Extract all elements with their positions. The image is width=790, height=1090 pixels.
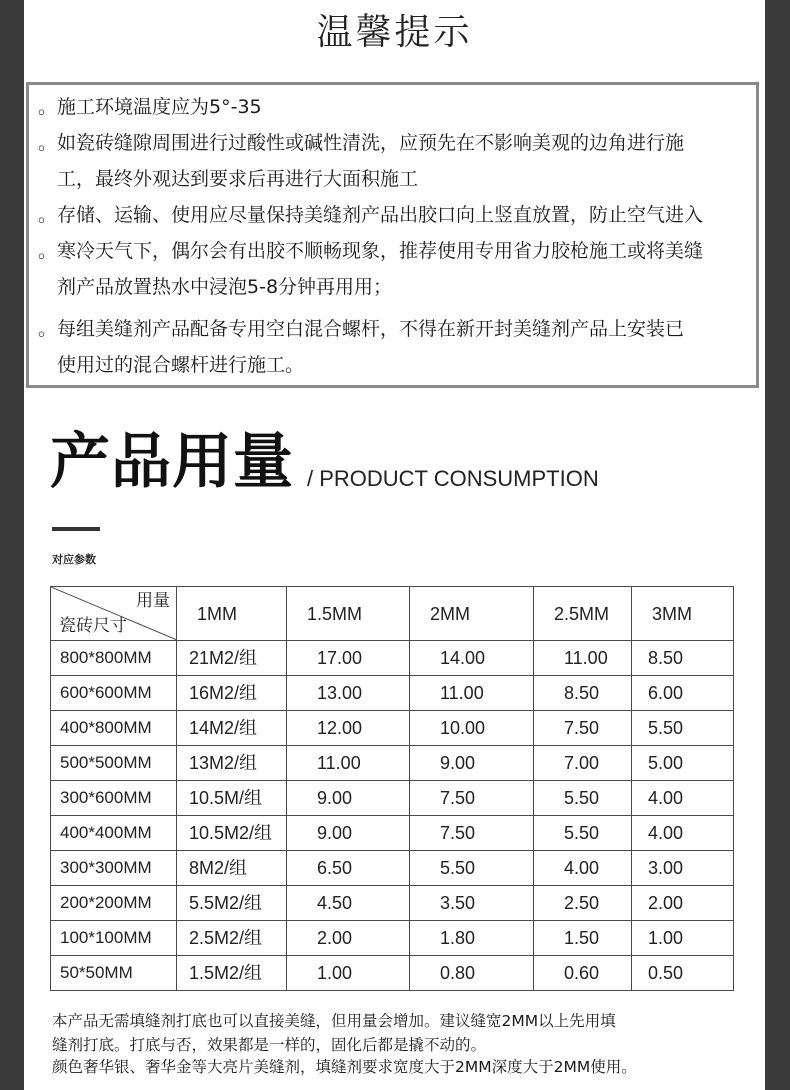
- table-header-row: [51, 587, 734, 641]
- table-corner-cell: [51, 587, 177, 641]
- tile-size-cell: 100*100MM: [51, 921, 177, 956]
- table-cell: 11.00: [534, 641, 632, 676]
- table-cell: 4.50: [287, 886, 410, 921]
- table-cell: 8.50: [632, 641, 734, 676]
- table-cell: 5.50: [410, 851, 534, 886]
- usage-note: 缝剂打底。打底与否，效果都是一样的，固化后都是撬不动的。: [52, 1036, 487, 1054]
- table-cell: 7.00: [534, 746, 632, 781]
- table-cell: 6.00: [632, 676, 734, 711]
- table-cell: 8.50: [534, 676, 632, 711]
- table-cell: 10.5M2/组: [177, 816, 287, 851]
- table-cell: 9.00: [287, 781, 410, 816]
- table-row: [51, 781, 734, 816]
- tile-size-cell: 400*800MM: [51, 711, 177, 746]
- table-cell: 9.00: [287, 816, 410, 851]
- tile-size-cell: 300*300MM: [51, 851, 177, 886]
- tip-text: 存储、运输、使用应尽量保持美缝剂产品出胶口向上竖直放置，防止空气进入: [57, 204, 704, 226]
- table-row: [51, 641, 734, 676]
- table-cell: 7.50: [410, 781, 534, 816]
- table-cell: 10.5M/组: [177, 781, 287, 816]
- table-cell: 6.50: [287, 851, 410, 886]
- tip-text: 如瓷砖缝隙周围进行过酸性或碱性清洗，应预先在不影响美观的边角进行施: [57, 132, 685, 154]
- usage-note: 颜色奢华银、奢华金等大亮片美缝剂，填缝剂要求宽度大于2MM深度大于2MM使用。: [52, 1058, 637, 1076]
- table-cell: 13M2/组: [177, 746, 287, 781]
- tile-size-cell: 800*800MM: [51, 641, 177, 676]
- tile-size-cell: 50*50MM: [51, 956, 177, 991]
- table-cell: 1.00: [632, 921, 734, 956]
- column-header: 1MM: [177, 587, 287, 641]
- tip-bullet: 。: [38, 240, 58, 262]
- table-row: [51, 956, 734, 991]
- table-cell: 13.00: [287, 676, 410, 711]
- table-cell: 1.00: [287, 956, 410, 991]
- tip-text: 工，最终外观达到要求后再进行大面积施工: [57, 168, 419, 190]
- tip-text: 剂产品放置热水中浸泡5-8分钟再用用；: [57, 276, 393, 298]
- table-cell: 5.50: [534, 816, 632, 851]
- tile-size-cell: 300*600MM: [51, 781, 177, 816]
- table-cell: 3.50: [410, 886, 534, 921]
- table-cell: 1.80: [410, 921, 534, 956]
- table-cell: 0.50: [632, 956, 734, 991]
- table-row: [51, 851, 734, 886]
- table-cell: 5.5M2/组: [177, 886, 287, 921]
- table-row: [51, 676, 734, 711]
- tip-bullet: 。: [38, 318, 58, 340]
- table-cell: 2.00: [632, 886, 734, 921]
- tips-box: [26, 82, 759, 388]
- column-header: 1.5MM: [287, 587, 410, 641]
- tip-text: 寒冷天气下，偶尔会有出胶不顺畅现象，推荐使用专用省力胶枪施工或将美缝: [57, 240, 704, 262]
- corner-label-usage: 用量: [136, 591, 170, 611]
- table-cell: 2.5M2/组: [177, 921, 287, 956]
- table-cell: 0.60: [534, 956, 632, 991]
- table-cell: 2.00: [287, 921, 410, 956]
- table-cell: 1.50: [534, 921, 632, 956]
- table-cell: 7.50: [410, 816, 534, 851]
- table-cell: 10.00: [410, 711, 534, 746]
- table-cell: 0.80: [410, 956, 534, 991]
- table-cell: 21M2/组: [177, 641, 287, 676]
- table-row: [51, 886, 734, 921]
- table-cell: 4.00: [632, 781, 734, 816]
- title-underline: [52, 527, 100, 531]
- table-row: [51, 816, 734, 851]
- table-cell: 5.00: [632, 746, 734, 781]
- product-info-page: [24, 0, 765, 1090]
- table-cell: 11.00: [410, 676, 534, 711]
- table-row: [51, 711, 734, 746]
- table-cell: 17.00: [287, 641, 410, 676]
- table-cell: 3.00: [632, 851, 734, 886]
- tips-title: 温馨提示: [316, 12, 473, 53]
- table-cell: 4.00: [632, 816, 734, 851]
- table-cell: 8M2/组: [177, 851, 287, 886]
- table-row: [51, 921, 734, 956]
- column-header: 2.5MM: [534, 587, 632, 641]
- table-cell: 9.00: [410, 746, 534, 781]
- tile-size-cell: 600*600MM: [51, 676, 177, 711]
- tip-text: 施工环境温度应为5°-35: [57, 96, 262, 118]
- table-cell: 14M2/组: [177, 711, 287, 746]
- tile-size-cell: 500*500MM: [51, 746, 177, 781]
- table-cell: 2.50: [534, 886, 632, 921]
- table-cell: 14.00: [410, 641, 534, 676]
- table-cell: 12.00: [287, 711, 410, 746]
- table-cell: 11.00: [287, 746, 410, 781]
- usage-note: 本产品无需填缝剂打底也可以直接美缝，但用量会增加。建议缝宽2MM以上先用填: [52, 1012, 616, 1030]
- param-label: 对应参数: [52, 553, 96, 566]
- tile-size-cell: 400*400MM: [51, 816, 177, 851]
- tile-size-cell: 200*200MM: [51, 886, 177, 921]
- table-cell: 16M2/组: [177, 676, 287, 711]
- tip-text: 每组美缝剂产品配备专用空白混合螺杆，不得在新开封美缝剂产品上安装已: [57, 318, 685, 340]
- table-cell: 1.5M2/组: [177, 956, 287, 991]
- tip-bullet: 。: [38, 204, 58, 226]
- table-cell: 4.00: [534, 851, 632, 886]
- table-cell: 5.50: [534, 781, 632, 816]
- corner-label-tile-size: 瓷砖尺寸: [59, 616, 127, 636]
- consumption-table: [50, 586, 734, 991]
- table-cell: 5.50: [632, 711, 734, 746]
- consumption-title-en: / PRODUCT CONSUMPTION: [307, 466, 599, 491]
- column-header: 2MM: [410, 587, 534, 641]
- table-cell: 7.50: [534, 711, 632, 746]
- tip-bullet: 。: [38, 96, 58, 118]
- tip-bullet: 。: [38, 132, 58, 154]
- consumption-title: 产品用量: [50, 427, 294, 497]
- table-row: [51, 746, 734, 781]
- column-header: 3MM: [632, 587, 734, 641]
- tip-text: 使用过的混合螺杆进行施工。: [57, 354, 305, 376]
